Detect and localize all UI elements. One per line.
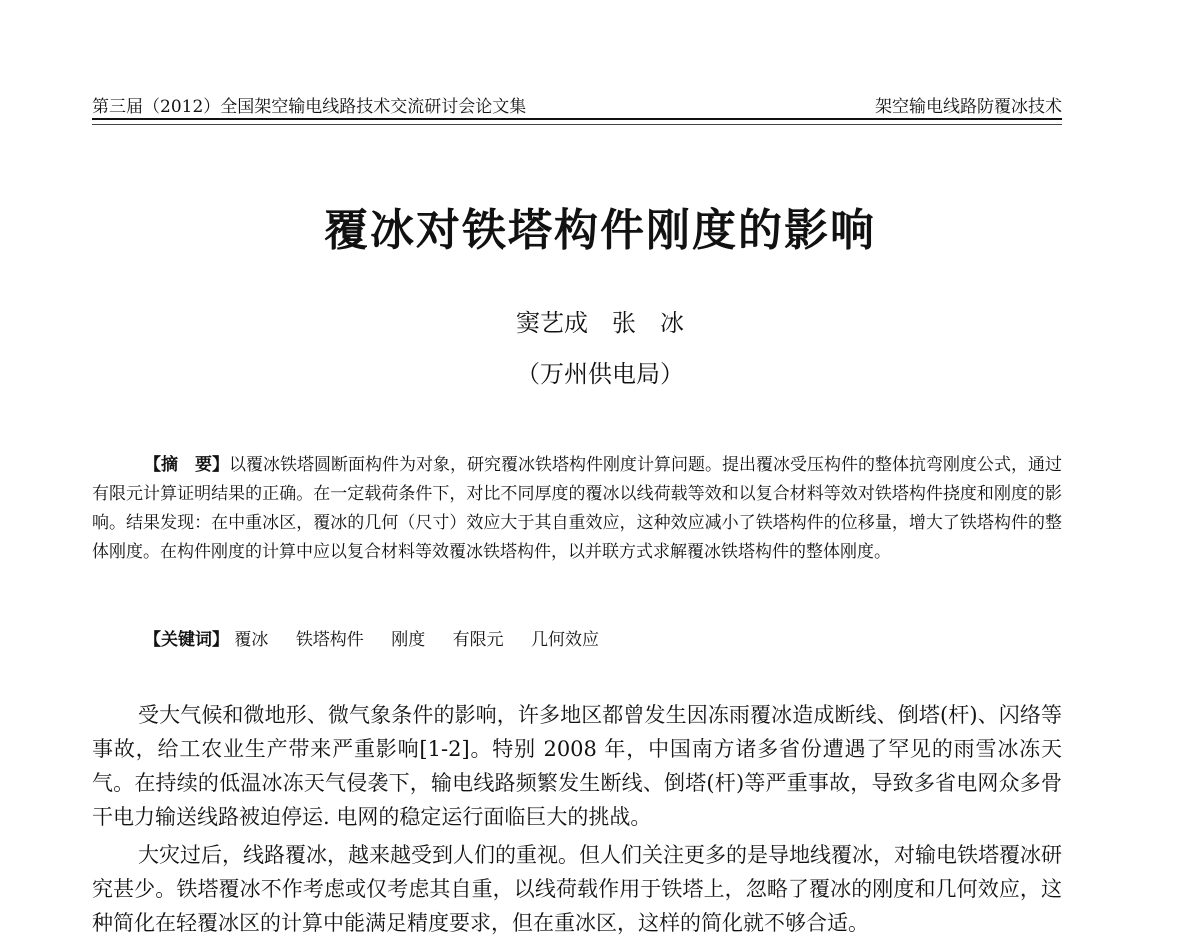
keyword-item: 刚度 — [391, 630, 426, 650]
keywords-label: 【关键词】 — [144, 630, 229, 650]
keyword-item: 覆冰 — [234, 630, 269, 650]
abstract-text: 以覆冰铁塔圆断面构件为对象，研究覆冰铁塔构件刚度计算问题。提出覆冰受压构件的整体抗弯刚度公式，通过有限元计算证明结果的正确。在一定载荷条件下，对比不同厚度的覆冰以线荷载等效和以复合材料等效对铁塔构件挠度和刚度的影响。结果发现：在中重冰区，覆冰的几何（尺寸）效应大于其自重效应，这种效应减小了铁塔构件的位移量，增大了铁塔构件的整体刚度。在构件刚度的计算中应以复合材料等效覆冰铁塔构件，以并联方式求解覆冰铁塔构件的整体刚度。 — [92, 455, 1062, 562]
paper-authors: 窦艺成 张 冰 — [516, 309, 684, 337]
paper-affiliation: （万州供电局） — [516, 360, 684, 388]
keyword-item: 铁塔构件 — [295, 630, 364, 650]
keyword-item: 有限元 — [452, 630, 504, 650]
header-rule — [92, 124, 1062, 125]
body-text — [92, 698, 1062, 944]
keywords — [144, 625, 621, 650]
body-paragraph: 受大气候和微地形、微气象条件的影响，许多地区都曾发生因冻雨覆冰造成断线、倒塔(杆)、闪络等事故，给工农业生产带来严重影响[1-2]。特别 2008 年，中国南方诸多省份遭遇了罕见的雨雪冰冻天气。在持续的低温冰冻天气侵袭下，输电线路频繁发生断线、倒塔(杆)等严重事故，导致多省电网众多骨干电力输送线路被迫停运. 电网的稳定运行面临巨大的挑战。 — [92, 703, 1062, 829]
keyword-item: 几何效应 — [531, 630, 600, 650]
abstract-label: 【摘 要】 — [144, 455, 229, 475]
running-header — [92, 90, 1062, 120]
header-proceedings-title: 第三届（2012）全国架空输电线路技术交流研讨会论文集 — [92, 97, 527, 117]
paper-title: 覆冰对铁塔构件刚度的影响 — [324, 205, 876, 256]
abstract — [92, 451, 1062, 567]
header-section-title: 架空输电线路防覆冰技术 — [875, 97, 1062, 117]
body-paragraph: 大灾过后，线路覆冰，越来越受到人们的重视。但人们关注更多的是导地线覆冰，对输电铁塔覆冰研究甚少。铁塔覆冰不作考虑或仅考虑其自重，以线荷载作用于铁塔上，忽略了覆冰的刚度和几何效应，这种简化在轻覆冰区的计算中能满足精度要求，但在重冰区，这样的简化就不够合适。 — [92, 843, 1062, 935]
